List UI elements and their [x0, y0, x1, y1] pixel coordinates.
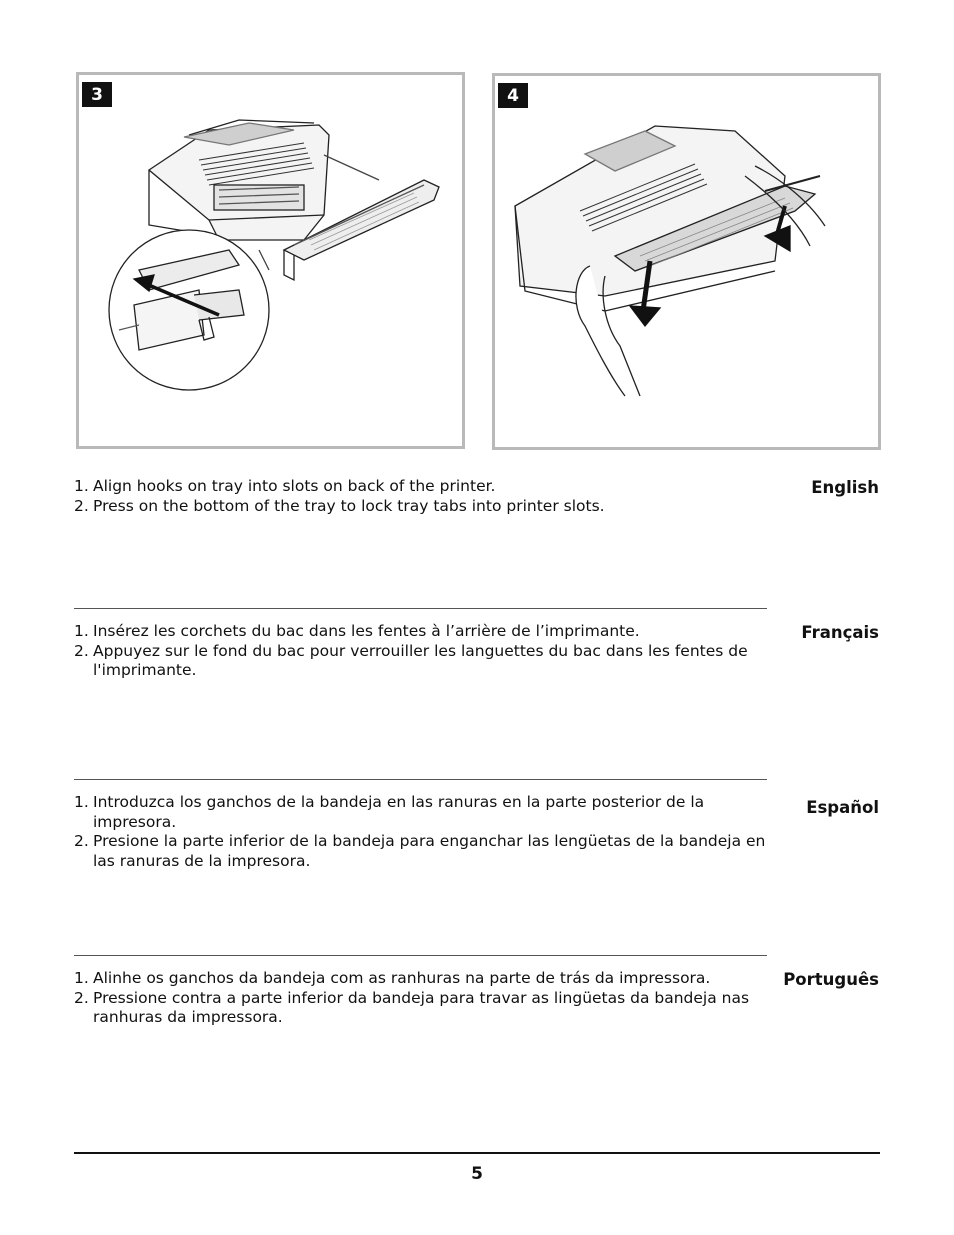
printer-tray-lock-icon [495, 76, 878, 447]
language-label: Português [783, 970, 879, 989]
instruction-list [74, 793, 766, 871]
list-item: 1. Insérez les corchets du bac dans les fentes à l’arrière de l’imprimante. [74, 622, 640, 640]
section-francais [74, 622, 880, 681]
page-number: 5 [471, 1164, 483, 1184]
section-english [74, 477, 880, 516]
instruction-list [74, 622, 766, 681]
section-divider [74, 608, 767, 609]
footer-divider [74, 1152, 880, 1154]
section-espanol [74, 793, 880, 871]
instruction-list [74, 969, 766, 1028]
language-label: English [811, 478, 879, 497]
list-item: 1. Align hooks on tray into slots on back of the printer. [74, 477, 496, 495]
section-divider [74, 955, 767, 956]
list-item: 1. Alinhe os ganchos da bandeja com as ranhuras na parte de trás da impressora. [74, 969, 711, 987]
list-item: 2. Pressione contra a parte inferior da bandeja para travar as lingüetas da bandeja nas ranhuras da impressora. [74, 988, 750, 1026]
figure-step-3 [76, 72, 465, 449]
instruction-list [74, 477, 766, 516]
printer-tray-hooks-icon [79, 75, 462, 446]
language-label: Español [806, 798, 879, 817]
list-item: 1. Introduzca los ganchos de la bandeja en las ranuras en la parte posterior de la impresora. [74, 793, 705, 831]
list-item: 2. Presione la parte inferior de la bandeja para enganchar las lengüetas de la bandeja en las ranuras de la impresora. [74, 832, 766, 870]
section-divider [74, 779, 767, 780]
list-item: 2. Appuyez sur le fond du bac pour verrouiller les languettes du bac dans les fentes de l'imprimante. [74, 641, 748, 679]
figure-step-4 [492, 73, 881, 450]
step-badge: 4 [498, 83, 528, 108]
section-portugues [74, 969, 880, 1028]
step-badge: 3 [82, 82, 112, 107]
list-item: 2. Press on the bottom of the tray to lock tray tabs into printer slots. [74, 496, 605, 515]
language-label: Français [801, 623, 879, 642]
